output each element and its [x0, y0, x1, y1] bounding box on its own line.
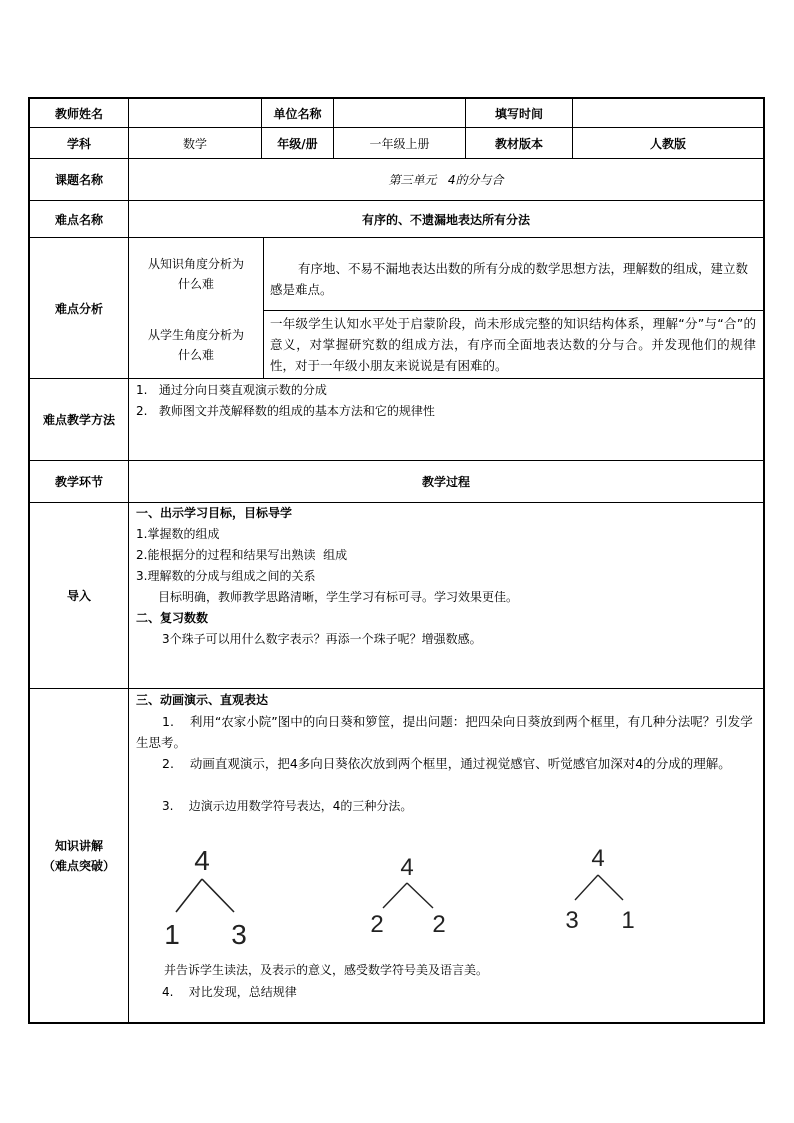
tree-2-left: 2 [370, 911, 384, 938]
tree-1-left: 1 [164, 919, 180, 950]
tree-3-top: 4 [591, 845, 605, 872]
methods-label: 难点教学方法 [42, 413, 115, 427]
tree-1-right: 3 [231, 919, 247, 950]
intro-heading-1: 一、出示学习目标，目标导学 [136, 506, 293, 520]
fill-time-value[interactable] [573, 99, 763, 127]
grade-label: 年级/册 [277, 136, 318, 151]
topic-label: 课题名称 [54, 173, 103, 187]
knowledge-item-4: 4. 对比发现，总结规律 [162, 985, 297, 999]
tree-2-right: 2 [432, 911, 446, 938]
edition-label: 教材版本 [494, 136, 543, 151]
unit-name-label: 单位名称 [273, 106, 322, 121]
knowledge-angle-label [129, 238, 263, 310]
knowledge-label-line1: 知识讲解 [54, 838, 103, 853]
knowledge-heading: 三、动画演示、直观表达 [136, 693, 269, 707]
analysis-label: 难点分析 [54, 301, 103, 316]
knowledge-item-2: 2. 动画直观演示，把4多向日葵依次放到两个框里，通过视觉感官、听觉感官加深对4的分成的理解。 [162, 756, 731, 771]
knowledge-item-3: 3. 边演示边用数学符号表达，4的三种分法。 [162, 799, 413, 813]
difficulty-value: 有序的、不遗漏地表达所有分法 [361, 212, 530, 227]
student-angle-label-line1: 从学生角度分析为 [147, 327, 244, 342]
split-tree-2 [370, 854, 445, 938]
unit-name-value[interactable] [334, 99, 465, 127]
student-angle-label-line2: 什么难 [177, 347, 214, 362]
tree-2-top: 4 [400, 854, 414, 881]
grade-value: 一年级上册 [369, 136, 430, 151]
difficulty-label: 难点名称 [54, 212, 103, 227]
intro-goal-3: 3.理解数的分成与组成之间的关系 [136, 569, 316, 583]
knowledge-angle-label-line2: 什么难 [177, 277, 214, 291]
knowledge-label-line2: （难点突破） [42, 858, 115, 873]
knowledge-angle-label-line1: 从知识角度分析为 [147, 257, 244, 271]
stage-header: 教学环节 [54, 475, 103, 489]
knowledge-angle-text: 有序地、不易不漏地表达出数的所有分成的数学思想方法，理解数的组成，建立数感是难点。 [270, 261, 749, 297]
fill-time-label: 填写时间 [494, 106, 543, 121]
subject-value: 数学 [182, 136, 207, 151]
intro-goal-2: 2.能根据分的过程和结果写出熟读 组成 [136, 548, 348, 562]
knowledge-after-trees: 并告诉学生读法，及表示的意义，感受数学符号美及语言美。 [164, 963, 489, 977]
knowledge-label [30, 689, 128, 1022]
split-tree-3 [565, 845, 634, 934]
teacher-name-label: 教师姓名 [54, 106, 103, 121]
teacher-name-value[interactable] [129, 99, 261, 127]
tree-3-left: 3 [565, 907, 579, 934]
split-tree-1 [164, 845, 247, 950]
intro-label: 导入 [66, 589, 91, 603]
intro-goal-1: 1.掌握数的组成 [136, 527, 220, 541]
student-angle-label [129, 311, 263, 378]
method-item-1: 1. 通过分向日葵直观演示数的分成 [136, 383, 327, 397]
edition-value: 人教版 [649, 136, 686, 151]
method-item-2: 2. 教师图文并茂解释数的组成的基本方法和它的规律性 [136, 404, 435, 418]
process-header: 教学过程 [421, 475, 470, 489]
intro-note: 目标明确，教师教学思路清晰，学生学习有标可寻。学习效果更佳。 [158, 590, 519, 604]
knowledge-item-1: 1. 利用“农家小院”图中的向日葵和箩筐，提出问题：把四朵向日葵放到两个框里，有几种分法呢？引发学生思考。 [136, 714, 753, 750]
student-angle-text: 一年级学生认知水平处于启蒙阶段，尚未形成完整的知识结构体系，理解“分”与“合”的意义，对掌握研究数的组成方法，有序而全面地表达数的分与合。并发现他们的规律性，对于一年级小朋友来说说是有困难的。 [270, 316, 756, 373]
topic-value: 第三单元 4的分与合 [388, 173, 504, 187]
subject-label: 学科 [66, 136, 91, 151]
tree-1-top: 4 [194, 845, 210, 876]
intro-review: 3个珠子可以用什么数字表示？再添一个珠子呢？增强数感。 [162, 632, 482, 646]
tree-3-right: 1 [621, 907, 635, 934]
number-split-trees [129, 830, 763, 960]
intro-heading-2: 二、复习数数 [136, 611, 209, 625]
